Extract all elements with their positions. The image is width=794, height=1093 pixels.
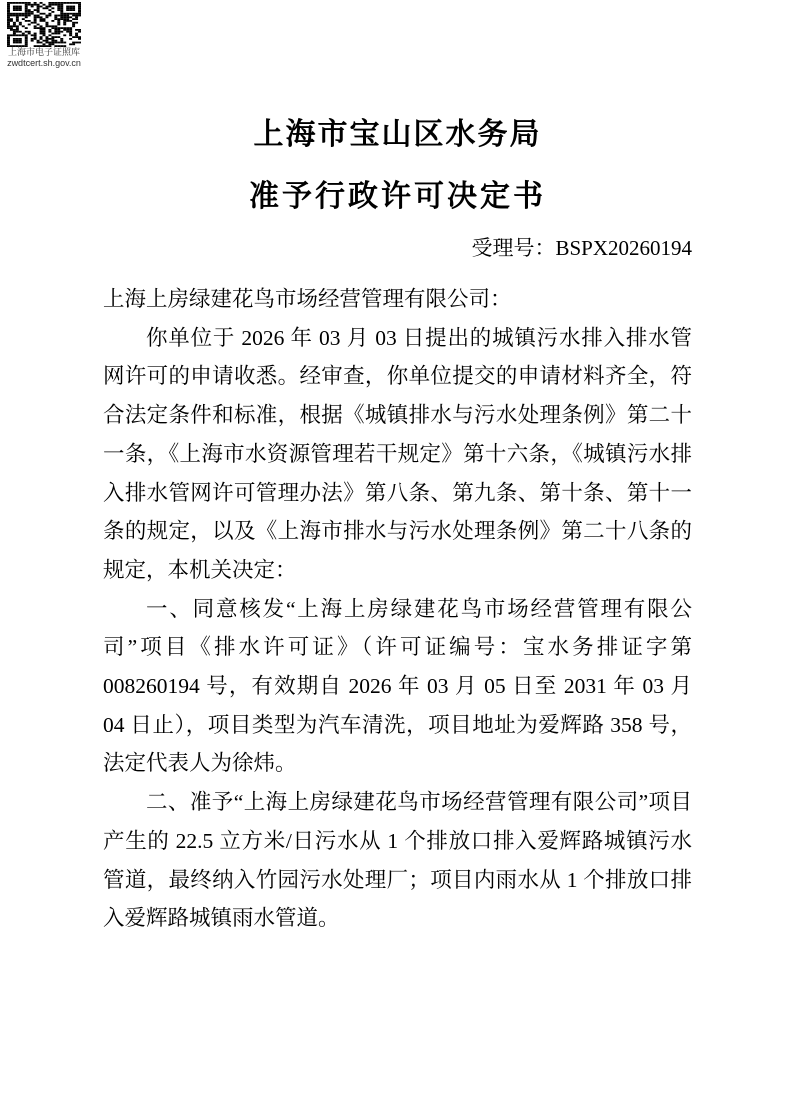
qr-caption-url: zwdtcert.sh.gov.cn — [7, 57, 81, 68]
qr-block — [6, 2, 82, 68]
document-body — [103, 280, 692, 938]
document-content — [103, 0, 692, 938]
document-title-type: 准予行政许可决定书 — [249, 180, 546, 213]
document-title-authority: 上海市宝山区水务局 — [253, 118, 542, 151]
salutation: 上海上房绿建花鸟市场经营管理有限公司： — [103, 287, 512, 311]
body-paragraph-2: 一、同意核发“上海上房绿建花鸟市场经营管理有限公司”项目《排水许可证》（许可证编号：宝水务排证字第 008260194 号，有效期自 2026 年 03 月 05 日至 2031 年 03 月 04 日止），项目类型为汽车清洗，项目地址为爱辉路 358 号，法定代表人为徐炜。 — [103, 596, 692, 776]
qr-code-icon — [7, 2, 81, 47]
body-paragraph-1: 你单位于 2026 年 03 月 03 日提出的城镇污水排入排水管网许可的申请收悉。经审查，你单位提交的申请材料齐全，符合法定条件和标准，根据《城镇排水与污水处理条例》第二十一条，《上海市水资源管理若干规定》第十六条，《城镇污水排入排水管网许可管理办法》第八条、第九条、第十条、第十一条的规定，以及《上海市排水与污水处理条例》第二十八条的规定，本机关决定： — [103, 325, 692, 582]
qr-caption-library: 上海市电子证照库 — [7, 47, 80, 57]
acceptance-number: 受理号：BSPX20260194 — [471, 236, 692, 260]
body-paragraph-3: 二、准予“上海上房绿建花鸟市场经营管理有限公司”项目产生的 22.5 立方米/日污水从 1 个排放口排入爱辉路城镇污水管道，最终纳入竹园污水处理厂；项目内雨水从 1 个排放口排入爱辉路城镇雨水管道。 — [103, 790, 692, 931]
